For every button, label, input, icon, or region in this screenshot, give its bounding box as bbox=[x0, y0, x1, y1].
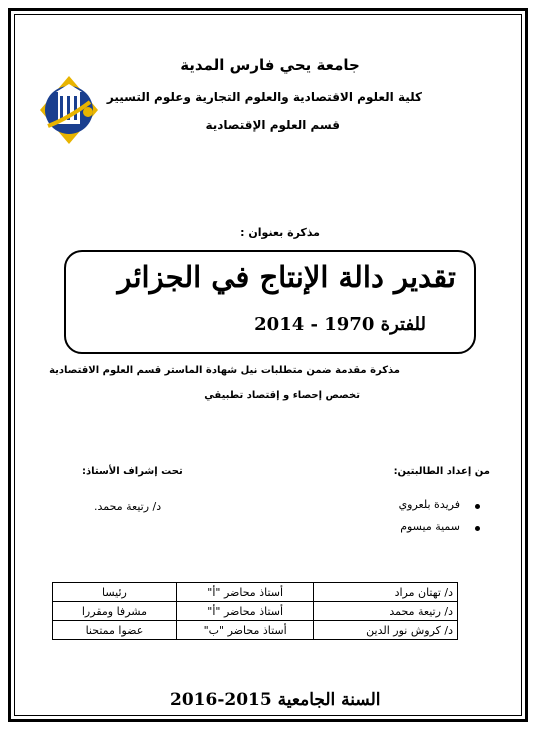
table-row bbox=[53, 583, 458, 602]
jury-rank: أستاذ محاضر "أ" bbox=[176, 583, 314, 602]
student-name: سمية ميسوم bbox=[400, 520, 460, 533]
jury-role: رئيسا bbox=[53, 583, 177, 602]
prepared-by-label: من إعداد الطالبتين: bbox=[393, 466, 490, 477]
supervision-label: تحت إشراف الأستاذ: bbox=[82, 466, 183, 477]
jury-name: د/ تهتان مراد bbox=[314, 583, 458, 602]
university-name: جامعة يحي فارس المدية bbox=[180, 56, 360, 74]
bullet-icon bbox=[475, 526, 480, 531]
table-row bbox=[53, 602, 458, 621]
jury-name: د/ رتيعة محمد bbox=[314, 602, 458, 621]
jury-table bbox=[52, 582, 458, 640]
thesis-period: للفترة 1970 - 2014 bbox=[254, 314, 426, 335]
department-name: قسم العلوم الإقتصادية bbox=[205, 118, 340, 132]
student-name: فريدة بلعروي bbox=[398, 498, 460, 511]
university-logo-icon bbox=[36, 74, 102, 146]
jury-role: مشرفا ومقررا bbox=[53, 602, 177, 621]
jury-rank: أستاذ محاضر "أ" bbox=[176, 602, 314, 621]
jury-role: عضوا ممتحنا bbox=[53, 621, 177, 640]
bullet-icon bbox=[475, 504, 480, 509]
specialty: تخصص إحصاء و إقتصاد تطبيقي bbox=[204, 390, 360, 401]
academic-year: السنة الجامعية 2015-2016 bbox=[170, 690, 381, 710]
jury-rank: أستاذ محاضر "ب" bbox=[176, 621, 314, 640]
memo-description: مذكرة مقدمة ضمن متطلبات نيل شهادة الماستر قسم العلوم الاقتصادية bbox=[49, 365, 400, 376]
faculty-name: كلية العلوم الاقتصادية والعلوم التجارية وعلوم التسيير bbox=[106, 90, 422, 104]
supervisor-name: د/ رتيعة محمد. bbox=[94, 500, 162, 513]
table-row bbox=[53, 621, 458, 640]
jury-name: د/ كروش نور الدين bbox=[314, 621, 458, 640]
memo-label: مذكرة بعنوان : bbox=[240, 226, 320, 239]
thesis-title: تقدير دالة الإنتاج في الجزائر bbox=[117, 260, 456, 294]
title-box bbox=[64, 250, 476, 354]
